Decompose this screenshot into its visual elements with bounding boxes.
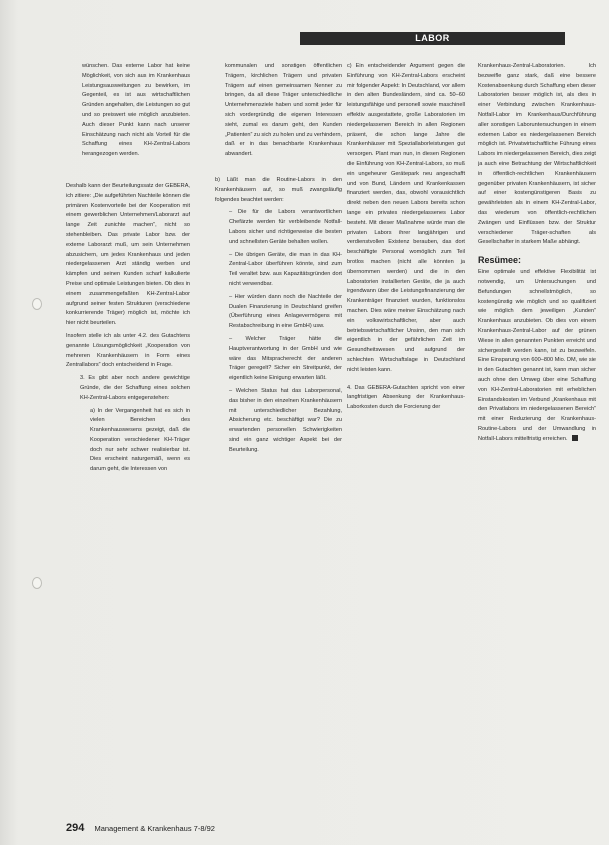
paragraph: Krankenhaus-Zentral-Laboratorien. Ich bezweifle ganz stark, daß eine bessere Kostenabsenkung durch Schaffung eben dieser Laboratorien besser möglich ist, als dies in einer Verbindung zwischen Krankenhaus-Notfall-Labor im Krankenhaus/Durchführung aller sonstigen Laboruntersuchungen in einem externen Labor es niedergelassenen Bereich möglich ist. Privatwirtschaftliche Führung eines Labors im niedergelassenen Bereich, dies zeigt ja auch eine Betrachtung der Wirtschaftlichkeit in öffentlich-rechtlichen Krankenhäusern gegenüber privaten Krankenhäusern, ist sicher auf einer kostengünstigeren Basis zu gewährleisten als in einem KH-Zentral-Labor, das wiederum von öffentlich-rechtlichen Zwängen und Einflüssen bzw. der Struktur verschiedener Träger-schaften als Gesellschafter in starkem Maße abhängt. bbox=[478, 63, 596, 246]
list-item: – Hier würden dann noch die Nachteile der Dualen Finanzierung in Deutschland greifen (Überführung eines Anlagevermögens mit Restabschreibung in eine GmbH) usw. bbox=[229, 293, 342, 330]
text-column-1 bbox=[66, 62, 190, 822]
section-header: LABOR bbox=[300, 32, 565, 45]
list-item: – Die übrigen Geräte, die man in das KH-Zentral-Labor überführen könnte, sind zum Teil veraltet bzw. aus Kapazitätsgründen dort nicht verwendbar. bbox=[229, 251, 342, 287]
resume-body: Eine optimale und effektive Flexibilität ist notwendig, um Untersuchungen und Befundungen schnellstmöglich, so kostengünstig wie möglich und so qualifiziert wie möglich dem jeweiligen „Kunden” Krankenhaus anzubieten. Ob dies von einem Krankenhaus-Zentral-Labor auf der grünen Wiese in allen genannten Punkten erreicht und sichergestellt werden kann, ist zu bezweifeln. Eine Einsparung von 600–800 Mio. DM, wie sie in den Gutachten genannt ist, kann man sicher auch ohne den Umweg über eine Schaffung von KH-Zentral-Laboratorien mit erheblichen Einstandskosten im Verbund „Krankenhaus mit den Privatlabors im niedergelassenen Bereich” mit einer Reduzierung der Krankenhaus-Routine-Labors und der Umwandlung in Notfall-Labors mittelfristig erreichen. bbox=[478, 269, 596, 442]
paragraph: Deshalb kann der Beurteilungssatz der GEBERA, ich zitiere: „Die aufgeführten Nachteile können die primären Kostenvorteile bei der Kooperation mit einem gewerblichen Unternehmen/Laborarzt auf lange Zeit zunichte machen”, nicht so stehenbleiben. Das private Labor bzw. der externe Laborarzt muß, um sein Unternehmen abzusichern, um jedes Krankenhaus und jeden niedergelassenen Arzt ständig werben und kämpfen und seinen Kunden scharf kalkulierte Preise und optimale Leistungen bieten. Ob dies in einem zusammengefaßten KH-Zentral-Labor aufgrund seiner festen Strukturen (verschiedene konkurrierende Träger) möglich ist, möchte ich hier nicht beurteilen. bbox=[66, 182, 190, 327]
list-item: – Die für die Labors verantwortlichen Chefärzte werden für verbleibende Notfall-Labors sicher und richtigerweise die besten und schnellsten Geräte behalten wollen. bbox=[229, 209, 342, 245]
punch-hole bbox=[32, 577, 42, 589]
paragraph: wünschen. Das externe Labor hat keine Möglichkeit, von sich aus im Krankenhaus Leistungsausweitungen zu bewirken, im Gegenteil, es ist aus wirtschaftlichen Gründen angehalten, die Leistungen so gut und so preiswert wie möglich anzubieten. Auch dieser Punkt kann nach unserer Einschätzung nach nicht als Vorteil für die Schaffung eines KH-Zentral-Labors herangezogen werden. bbox=[82, 63, 190, 158]
journal-name: Management & Krankenhaus 7-8/92 bbox=[94, 824, 215, 833]
list-item: 3. Es gibt aber noch andere gewichtige Gründe, die der Schaffung eines solchen KH-Zentral-Labors entgegenstehen: bbox=[80, 375, 190, 401]
text-column-4 bbox=[478, 62, 596, 822]
page-footer bbox=[66, 822, 366, 834]
resume-text bbox=[478, 268, 596, 444]
paragraph: kommunalen und sonstigen öffentlichen Trägern, kirchlichen Trägern und privaten Trägern auf einen gemeinsamen Nenner zu bringen, da all diese Träger unterschiedliche Unternehmensziele haben und somit jeder für sich vordergründig die eigenen Interessen sieht, zumal es darum geht, den Kunden „Patienten” zu sich zu holen und zu verhindern, daß er in das benachbarte Krankenhaus abwandert. bbox=[225, 63, 342, 158]
end-mark-icon bbox=[572, 435, 578, 441]
text-column-2 bbox=[215, 62, 342, 822]
text-column-3 bbox=[347, 62, 465, 822]
punch-hole bbox=[32, 298, 42, 310]
list-item: c) Ein entscheidender Argument gegen die Einführung von KH-Zentral-Labors erscheint mir folgender Aspekt: In Deutschland, vor allem in den alten Bundesländern, sind ca. 50–60 leistungsfähige und personell sowie maschinell effektiv ausgestattete, große Laboratorien im niedergelassenen Bereich in allen Regionen präsent, die schon lange Jahre die Krankenhäuser mit Speziallaborleistungen gut versorgen. Plant man nun, in diesen Regionen die Einführung von KH-Zentral-Labors, so muß ein ungeheurer Gerätepark neu angeschafft und von Bund, Ländern und Krankenkassen finanziert werden, das, obwohl vorausichtlich direkt neben den neuen Labors bereits schon lange ein privates niedergelassenes Labor besteht. Mit dieser Maßnahme würde man die privaten Labors ihrer langjährigen und verdienstvollen Existenz berauben, das dort beschäftigte Personal womöglich zum Teil brotlos machen (nicht alle könnten ja übernommen werden) und die in den Laboratorien installierten Geräte, die ja auch irgendwann über die Leistungsfinanzierung der Krankenträger finanziert wurden, funktionslos machen. Dies wäre meiner Einschätzung nach ein volkswirtschaftlicher, aber auch betriebswirtschaftlicher Unsinn, den man sich eigentlich in der gefährlichen Zeit im Gesundheitswesen und aufgrund der schlechten Wirtschaftslage in Deutschland nicht leisten kann. bbox=[347, 63, 465, 373]
list-item: – Welchen Status hat das Laborpersonal, das bisher in den einzelnen Krankenhäusern mit unterschiedlicher Bezahlung, Absicherung etc. beschäftigt war? Die zu erwartenden personellen Schwierigkeiten sind ein ganz wichtiger Aspekt bei der Beurteilung. bbox=[229, 387, 342, 453]
page-number: 294 bbox=[66, 822, 85, 834]
list-item: 4. Das GEBERA-Gutachten spricht von einer langfristigen Absenkung der Krankenhaus-Laborkosten durch die Forcierung der bbox=[347, 384, 465, 411]
list-item: – Welcher Träger hätte die Hauptverantwortung in der GmbH und wie wäre das Mitspracherecht der anderen Träger geregelt? Sicher ein Streitpunkt, der eigentlich keine Einigung erwarten läßt. bbox=[229, 335, 342, 382]
list-item: b) Läßt man die Routine-Labors in den Krankenhäusern auf, so muß zwangsläufig folgendes beachtet werden: bbox=[215, 176, 342, 203]
list-item: a) In der Vergangenheit hat es sich in vielen Bereichen des Krankenhauswesens gezeigt, daß die Kooperation verschiedener KH-Träger doch nur sehr schwer realisierbar ist. Dies erscheint naturgemäß, wenn es darum geht, die Interessen von bbox=[90, 407, 190, 473]
paragraph: Insofern stelle ich als unter 4.2. des Gutachtens genannte Lösungsmöglichkeit „Kooperation von mehreren Krankenhäusern in Form eines Zentrallabors” doch entscheidend in Frage. bbox=[66, 332, 190, 369]
resume-heading: Resümee: bbox=[478, 255, 522, 266]
